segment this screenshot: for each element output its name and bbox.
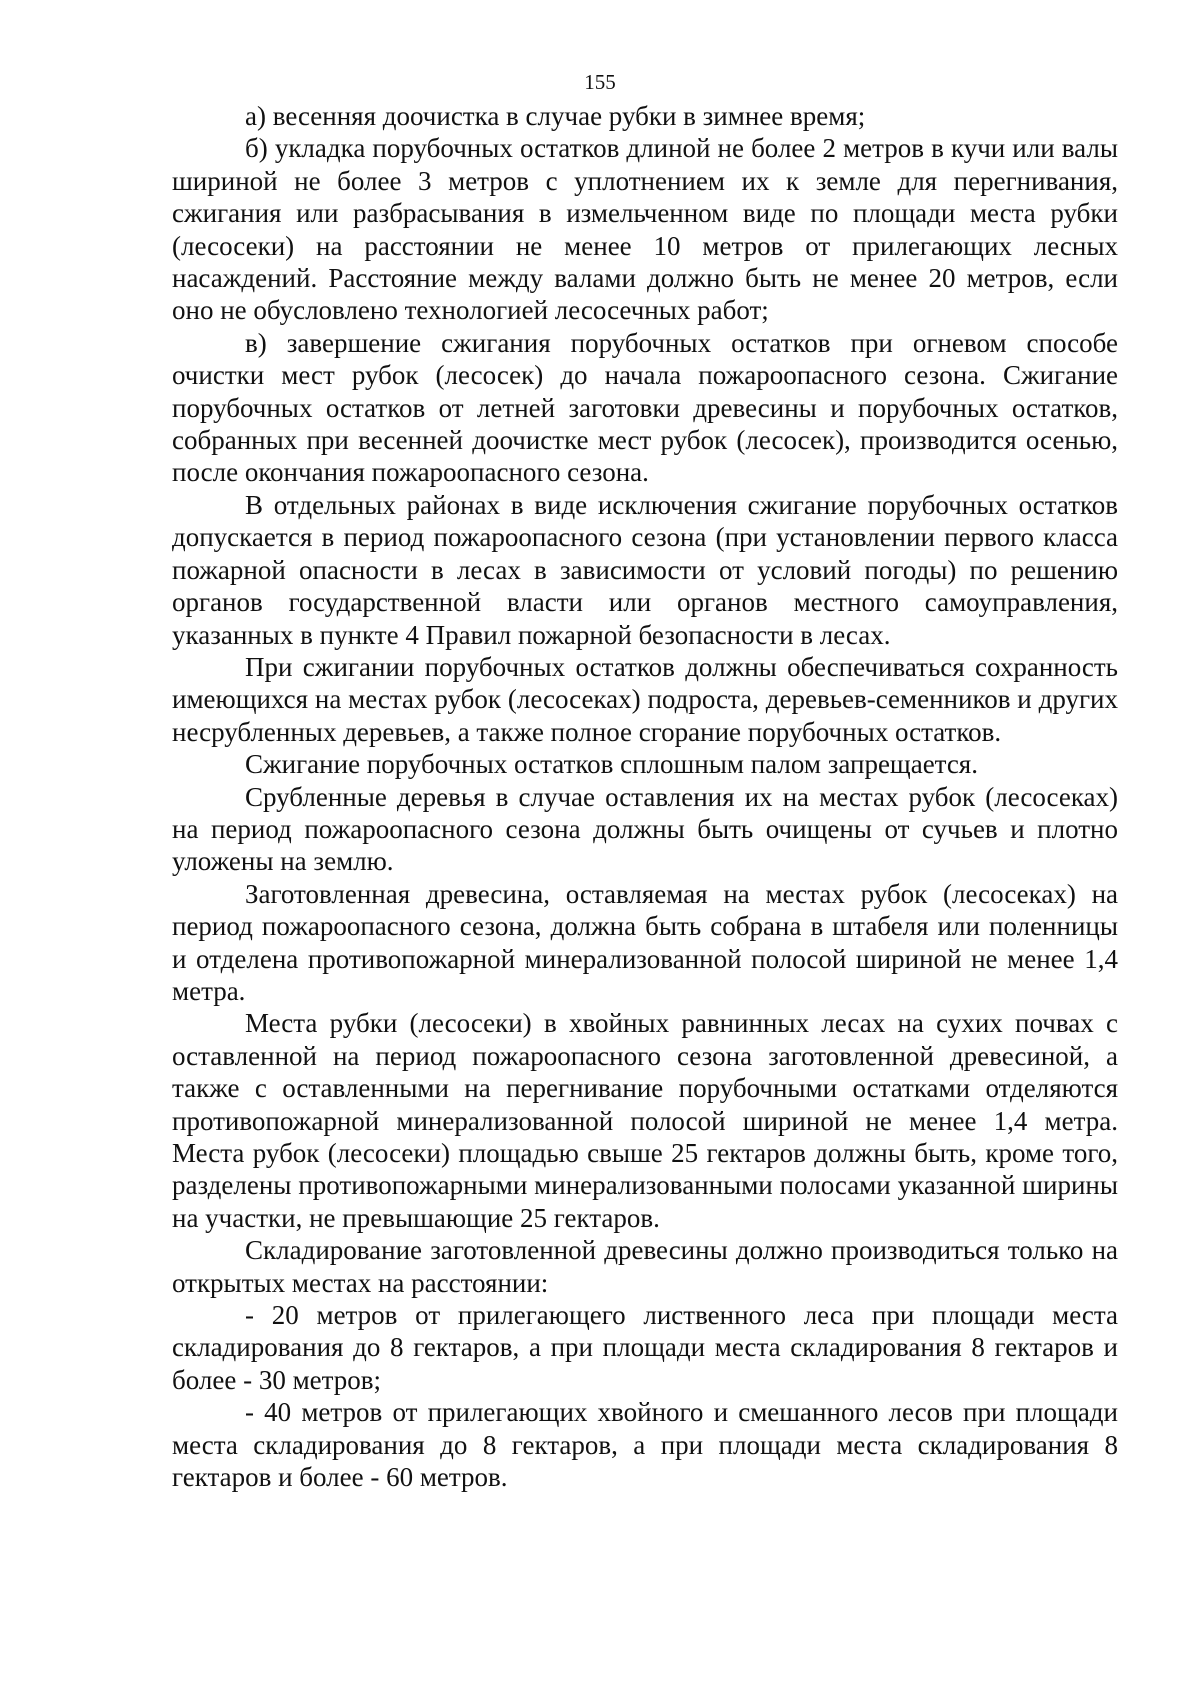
paragraph-spring-cleanup: а) весенняя доочистка в случае рубки в зимнее время; xyxy=(245,101,866,131)
document-body xyxy=(172,100,1118,1493)
list-item-coniferous-distance: - 40 метров от прилегающих хвойного и смешанного лесов при площади места складирования до 8 гектаров, а при площади места складирования 8 гектаров и более - 60 метров. xyxy=(172,1397,1118,1493)
paragraph-wood-storage: Складирование заготовленной древесины должно производиться только на открытых местах на расстоянии: xyxy=(172,1235,1118,1298)
paragraph-residue-stacking: б) укладка порубочных остатков длиной не более 2 метров в кучи или валы шириной не более 3 метров с уплотнением их к земле для перегнивания, сжигания или разбрасывания в измельченном виде по площади места рубки (лесосеки) на расстоянии не менее 10 метров от прилегающих лесных насаждений. Расстояние между валами должно быть не менее 20 метров, если оно не обусловлено технологией лесосечных работ; xyxy=(172,133,1118,326)
paragraph-burning-exception: В отдельных районах в виде исключения сжигание порубочных остатков допускается в период пожароопасного сезона (при установлении первого класса пожарной опасности в лесах в зависимости от условий погоды) по решению органов государственной власти или органов местного самоуправления, указанных в пункте 4 Правил пожарной безопасности в лесах. xyxy=(172,489,1118,650)
paragraph-firebreak-strips: Места рубки (лесосеки) в хвойных равнинных лесах на сухих почвах с оставленной на период пожароопасного сезона заготовленной древесиной, а также с оставленными на перегнивание порубочными остатками отделяются противопожарной минерализованной полосой шириной не менее 1,4 метра. Места рубок (лесосеки) площадью свыше 25 гектаров должны быть, кроме того, разделены противопожарными минерализованными полосами указанной ширины на участки, не превышающие 25 гектаров. xyxy=(172,1008,1118,1233)
paragraph-burning-completion: в) завершение сжигания порубочных остатков при огневом способе очистки мест рубок (лесосек) до начала пожароопасного сезона. Сжигание порубочных остатков от летней заготовки древесины и порубочных остатков, собранных при весенней доочистке мест рубок (лесосек), производится осенью, после окончания пожароопасного сезона. xyxy=(172,327,1118,488)
list-item-deciduous-distance: - 20 метров от прилегающего лиственного леса при площади места складирования до 8 гектаров, а при площади места складирования 8 гектаров и более - 30 метров; xyxy=(172,1300,1118,1395)
paragraph-felled-trees: Срубленные деревья в случае оставления их на местах рубок (лесосеках) на период пожароопасного сезона должны быть очищены от сучьев и плотно уложены на землю. xyxy=(172,781,1118,877)
paragraph-harvested-wood: Заготовленная древесина, оставляемая на местах рубок (лесосеках) на период пожароопасного сезона, должна быть собрана в штабеля или поленницы и отделена противопожарной минерализованной полосой шириной не менее 1,4 метра. xyxy=(172,878,1118,1006)
page-number: 155 xyxy=(584,70,616,94)
paragraph-continuous-burning-ban: Сжигание порубочных остатков сплошным палом запрещается. xyxy=(245,749,978,780)
paragraph-burning-safety: При сжигании порубочных остатков должны обеспечиваться сохранность имеющихся на местах рубок (лесосеках) подроста, деревьев-семенников и других несрубленных деревьев, а также полное сгорание порубочных остатков. xyxy=(172,651,1118,747)
